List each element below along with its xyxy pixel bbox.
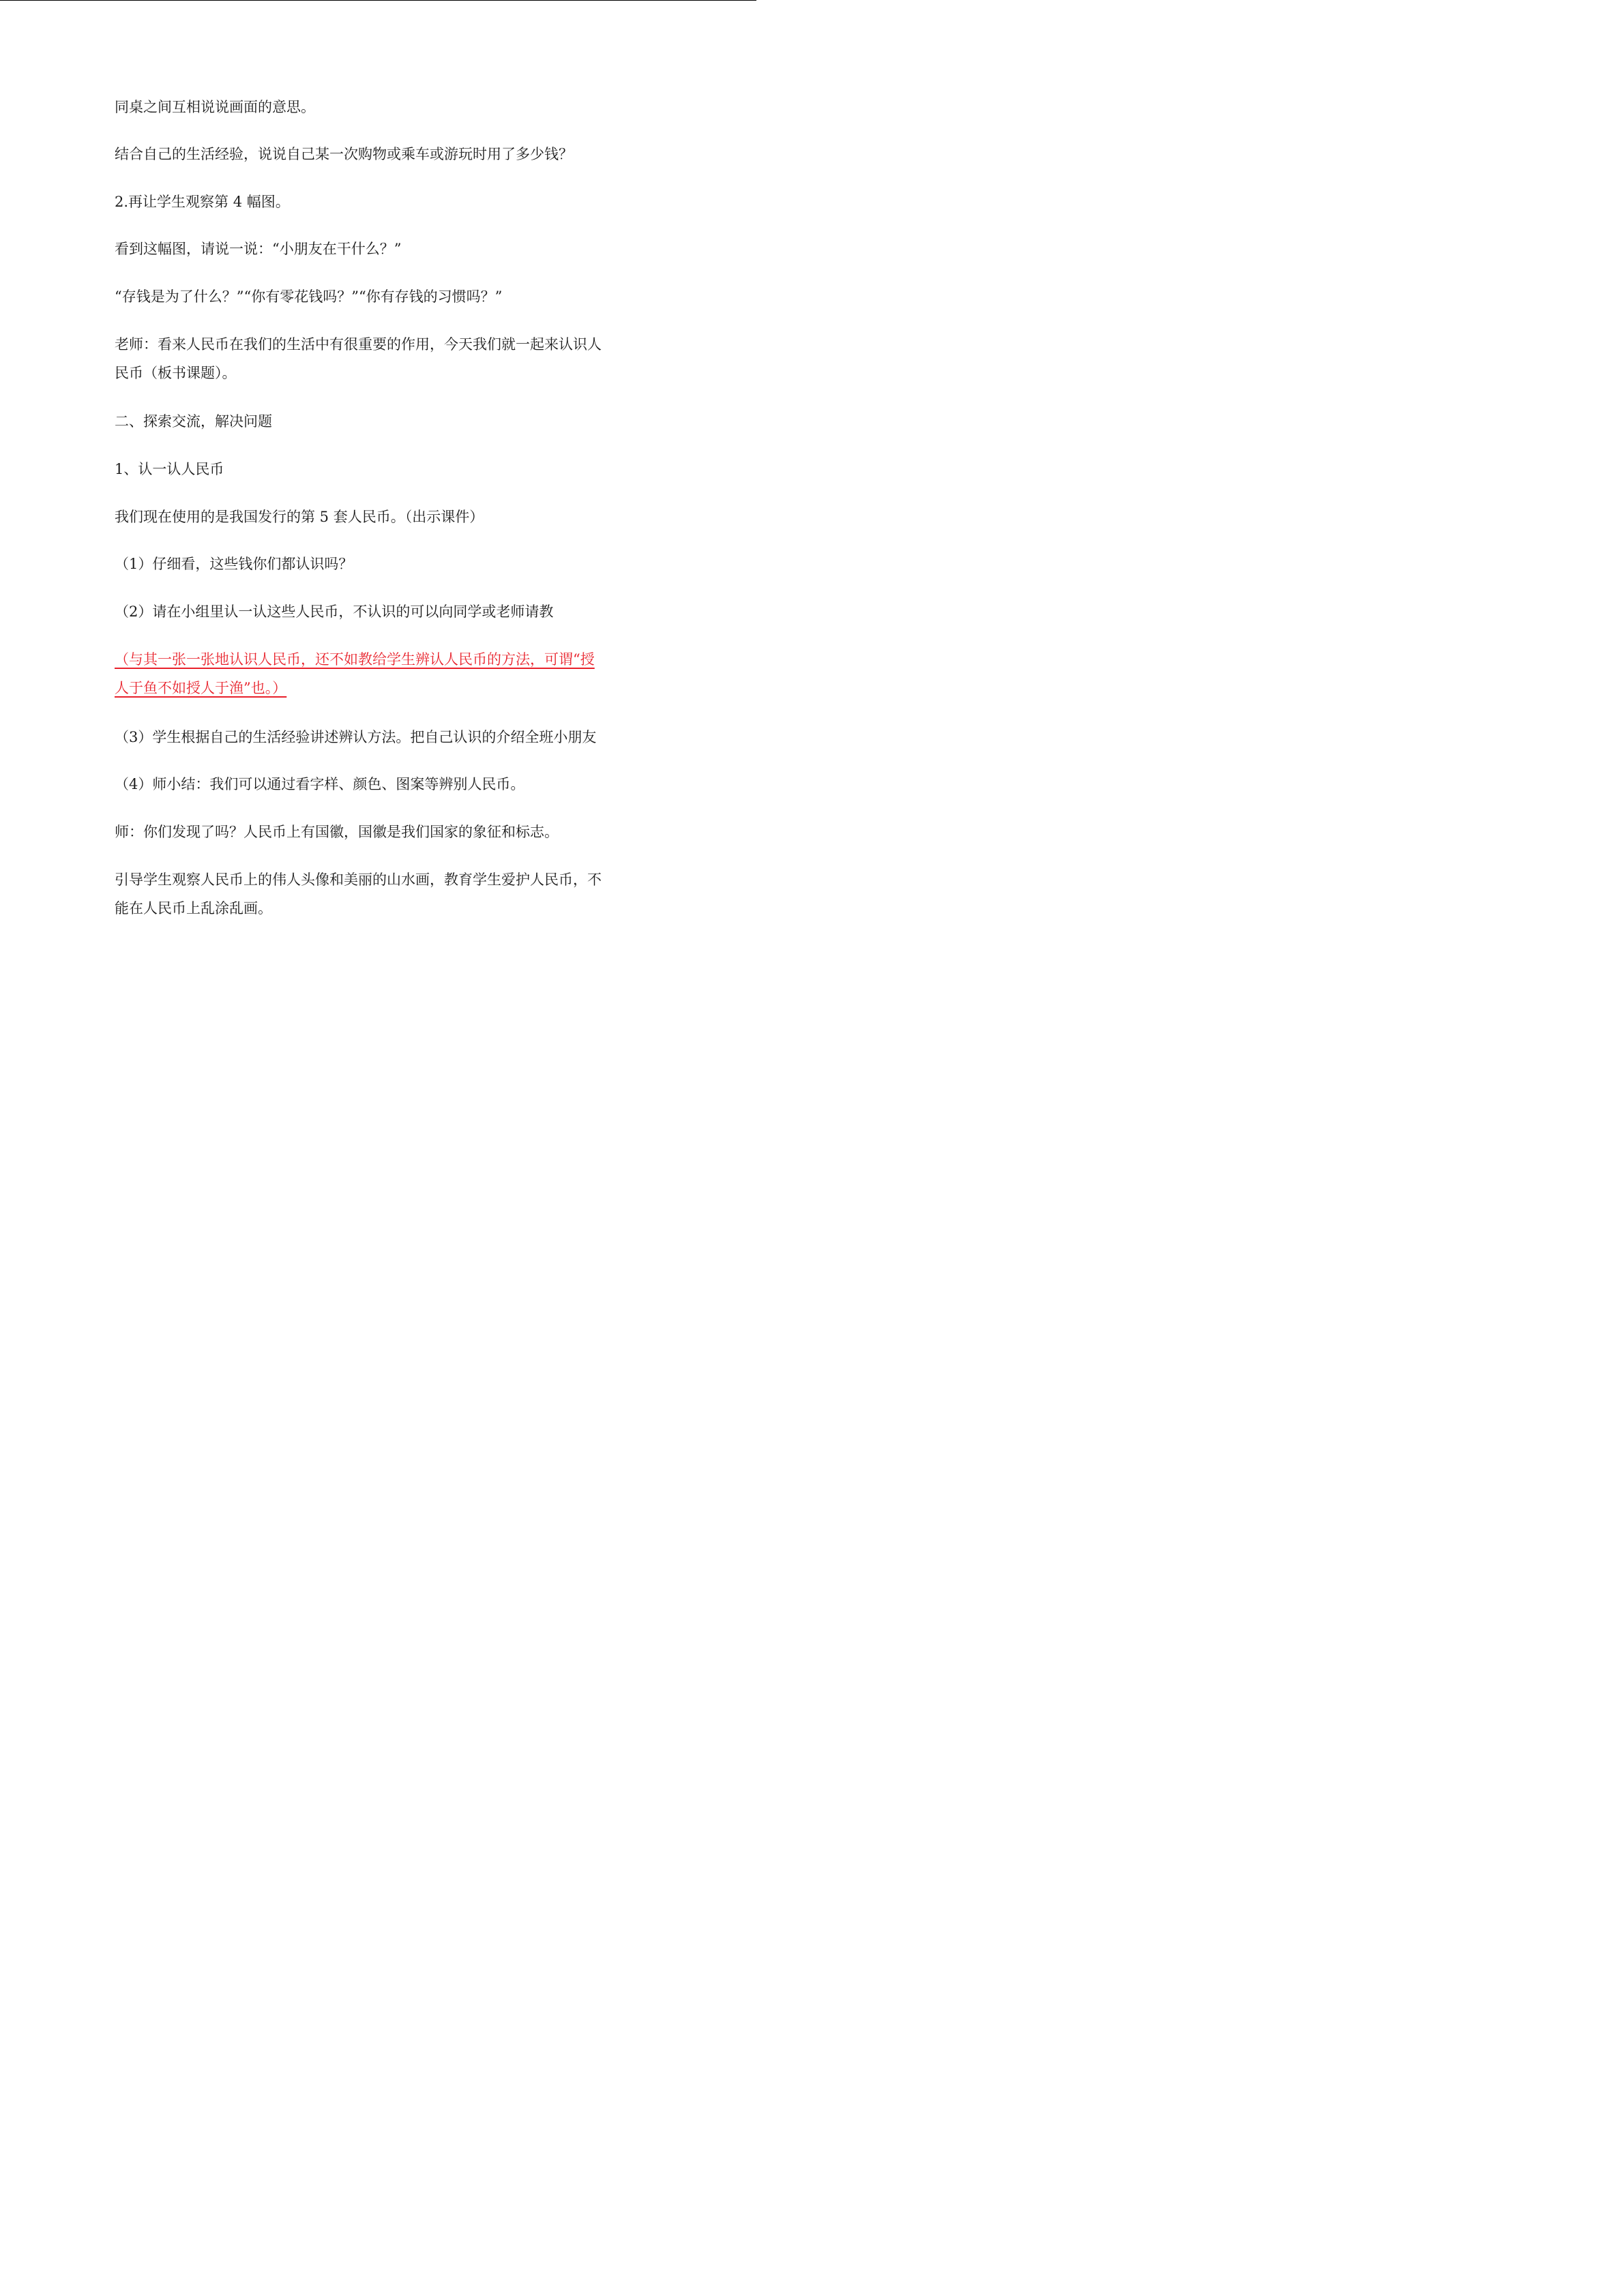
paragraph-3: 2.再让学生观察第 4 幅图。	[115, 194, 290, 210]
paragraph-10: （1）仔细看，这些钱你们都认识吗？	[115, 556, 353, 572]
paragraph-6-line-1: 老师：看来人民币在我们的生活中有很重要的作用，今天我们就一起来认识人	[115, 336, 602, 353]
subsection-heading: 1、认一认人民币	[115, 461, 224, 477]
paragraph-15-line-1: 引导学生观察人民币上的伟人头像和美丽的山水画，教育学生爱护人民币，不	[115, 871, 602, 888]
paragraph-12: （3）学生根据自己的生活经验讲述辨认方法。把自己认识的介绍全班小朋友	[115, 729, 597, 745]
teacher-note	[115, 645, 640, 702]
paragraph-9: 我们现在使用的是我国发行的第 5 套人民币。（出示课件）	[115, 509, 484, 525]
paragraph-1: 同桌之间互相说说画面的意思。	[115, 99, 315, 115]
paragraph-6	[115, 330, 640, 387]
paragraph-2: 结合自己的生活经验，说说自己某一次购物或乘车或游玩时用了多少钱？	[115, 146, 573, 162]
paragraph-14: 师：你们发现了吗？人民币上有国徽，国徽是我们国家的象征和标志。	[115, 824, 559, 840]
teacher-note-line-1: （与其一张一张地认识人民币，还不如教给学生辨认人民币的方法，可谓“授	[115, 651, 595, 668]
teacher-note-line-2: 人于鱼不如授人于渔”也。）	[115, 680, 287, 696]
section-heading: 二、探索交流，解决问题	[115, 413, 272, 430]
paragraph-13: （4）师小结：我们可以通过看字样、颜色、图案等辨别人民币。	[115, 776, 525, 792]
paragraph-4: 看到这幅图，请说一说：“小朋友在干什么？”	[115, 241, 402, 257]
paragraph-15-line-2: 能在人民币上乱涂乱画。	[115, 900, 272, 916]
paragraph-5: “存钱是为了什么？”“你有零花钱吗？”“你有存钱的习惯吗？”	[115, 288, 503, 305]
paragraph-6-line-2: 民币（板书课题）。	[115, 365, 237, 381]
paragraph-11: （2）请在小组里认一认这些人民币，不认识的可以向同学或老师请教	[115, 603, 554, 620]
paragraph-15	[115, 865, 640, 923]
document-page	[0, 0, 756, 1069]
